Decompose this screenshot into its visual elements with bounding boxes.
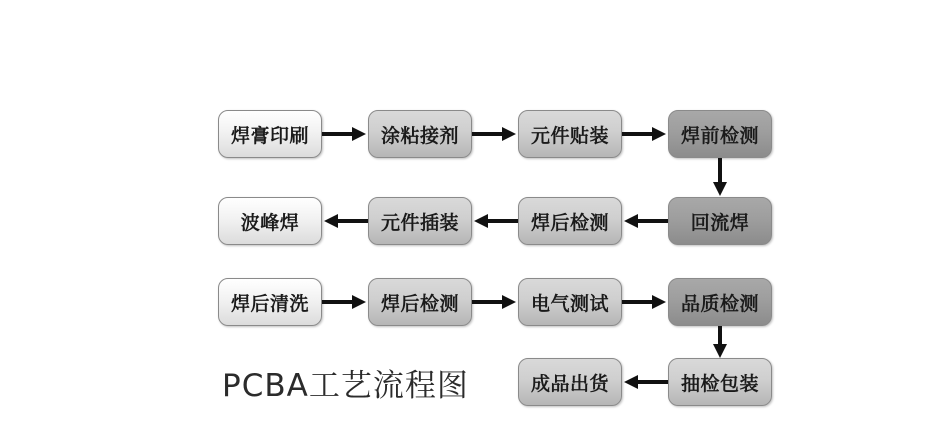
diagram-title: PCBA工艺流程图	[222, 368, 469, 404]
node-label: 涂粘接剂	[380, 124, 459, 147]
node-label: 元件贴装	[530, 124, 609, 147]
node-label: 焊前检测	[680, 124, 759, 147]
flow-node-涂粘接剂[interactable]	[368, 110, 472, 158]
flow-node-电气测试[interactable]	[518, 278, 622, 326]
arrow-left-icon	[622, 209, 668, 233]
flow-node-品质检测[interactable]	[668, 278, 772, 326]
flow-node-焊后检测-1[interactable]	[518, 197, 622, 245]
node-label: 品质检测	[680, 292, 759, 315]
arrow-left-icon	[322, 209, 368, 233]
flow-node-焊后清洗[interactable]	[218, 278, 322, 326]
arrow-right-icon	[322, 122, 368, 146]
arrow-right-icon	[472, 122, 518, 146]
node-label: 焊膏印刷	[230, 124, 309, 147]
arrow-down-icon	[708, 326, 732, 360]
flow-node-焊后检测-2[interactable]	[368, 278, 472, 326]
arrow-right-icon	[472, 290, 518, 314]
arrow-down-icon	[708, 158, 732, 198]
node-label: 抽检包装	[680, 372, 759, 395]
flow-node-元件插装[interactable]	[368, 197, 472, 245]
node-label: 焊后检测	[380, 292, 459, 315]
arrow-right-icon	[322, 290, 368, 314]
flow-node-焊膏印刷[interactable]	[218, 110, 322, 158]
node-label: 成品出货	[530, 372, 609, 395]
flow-node-抽检包装[interactable]	[668, 358, 772, 406]
flow-node-元件贴装[interactable]	[518, 110, 622, 158]
arrow-left-icon	[622, 370, 668, 394]
node-label: 焊后检测	[530, 211, 609, 234]
node-label: 焊后清洗	[230, 292, 309, 315]
node-label: 波峰焊	[240, 211, 300, 234]
arrow-left-icon	[472, 209, 518, 233]
node-label: 回流焊	[690, 211, 750, 234]
flow-node-回流焊[interactable]	[668, 197, 772, 245]
flow-node-成品出货[interactable]	[518, 358, 622, 406]
arrow-right-icon	[622, 290, 668, 314]
node-label: 元件插装	[380, 211, 459, 234]
arrow-right-icon	[622, 122, 668, 146]
flow-node-波峰焊[interactable]	[218, 197, 322, 245]
node-label: 电气测试	[530, 292, 609, 315]
flow-node-焊前检测[interactable]	[668, 110, 772, 158]
